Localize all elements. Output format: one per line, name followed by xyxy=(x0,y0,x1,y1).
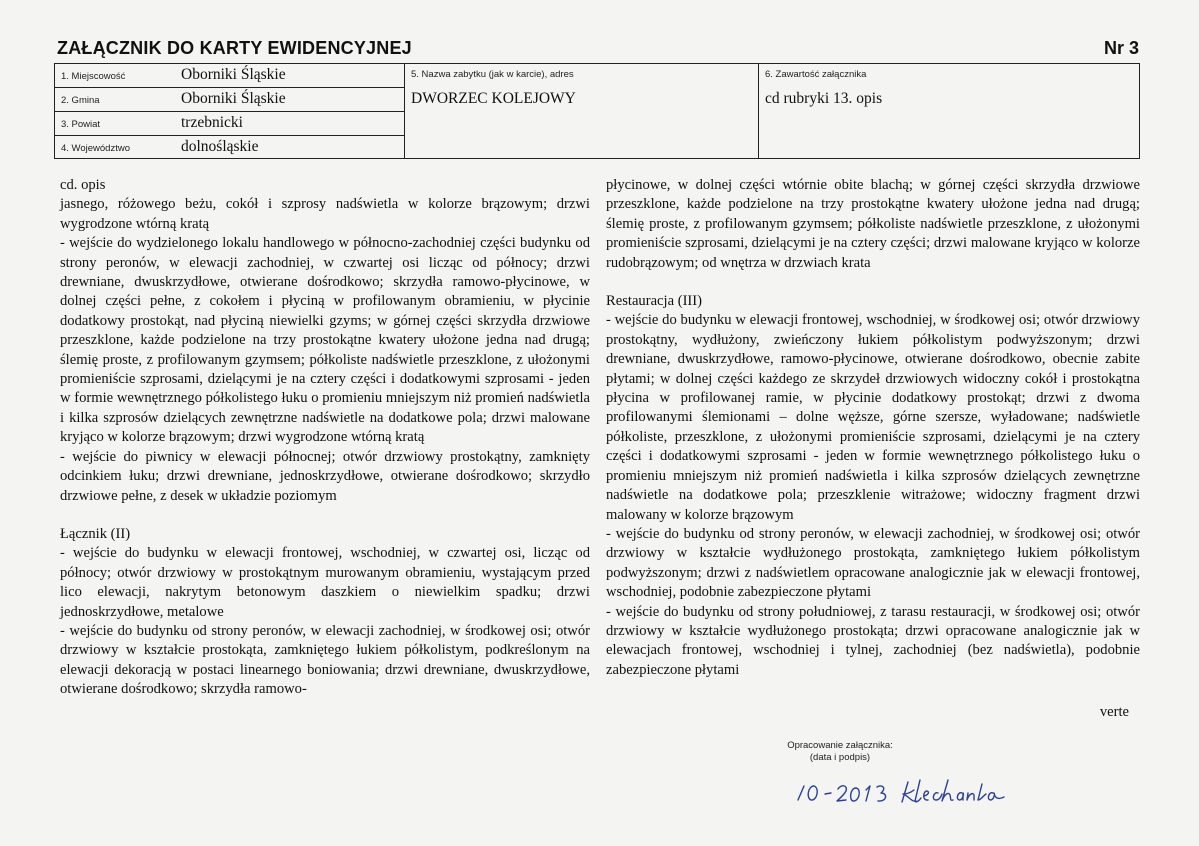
paragraph: - wejście do budynku od strony peronów, w elewacji zachodniej, w środkowej osi; otwór drzwiowy w kształcie prostokąta, zamkniętego łukiem półkolistym, podkreślonym na elewacji dekoracją w postaci linearnego boniowania; drzwi drewniane, dwuskrzydłowe, otwierane dośrodkowo; skrzydła ramowo- xyxy=(60,622,590,698)
paragraph: - wejście do budynku w elewacji frontowej, wschodniej, w środkowej osi; otwór drzwiowy prostokątny, wydłużony, zwieńczony łukiem półkolistym podwyższonym; drzwi drewniane, dwuskrzydłowe, ramowo-płycinowe, otwierane dośrodkowo, obecnie zabite płytami; w dolnej części każdego ze skrzydeł drzwiowych widoczny cokół i prostokątna płycina w profilowanej ramie, w płycinie dodatkowy prostokąt; drzwi z dwoma profilowanymi ślemionami – dolne węższe, górne szersze, wyładowane; nadświetle półkoliste, przeszklone, z ułożonymi promieniście szprosami, dzielącymi je na cztery części i dodatkowymi szprosami - jeden w formie wewnętrznego półkolistego łuku o promieniu mniejszym niż promień nadświetla i kilka szprosów dzielących zewnętrzne nadświetle na dodatkowe pola; przeszklenie witrażowe; widoczny fragment drzwi malowany w kolorze brązowym xyxy=(606,312,1140,523)
spacer xyxy=(60,506,590,525)
paragraph: płycinowe, w dolnej części wtórnie obite blachą; w górnej części skrzydła drzwiowe przeszklone, każde podzielone na trzy prostokątne kwatery ułożone jedna nad drugą; ślemię proste, z profilowanym gzymsem; półkoliste nadświetle przeszklone, z ułożonymi promieniście szprosami, dzielącymi je na cztery części; drzwi malowane kryjąco w kolorze rudobrązowym; od wnętrza w drzwiach krata xyxy=(606,177,1140,271)
location-row xyxy=(55,136,404,160)
prepared-label-line2: (data i podpis) xyxy=(809,752,871,763)
location-column xyxy=(55,64,405,158)
field-value: dolnośląskie xyxy=(181,138,259,155)
contents-value: cd rubryki 13. opis xyxy=(765,90,883,107)
prepared-by-label xyxy=(740,740,940,764)
location-row xyxy=(55,88,404,112)
field-label: 1. Miejscowość xyxy=(61,71,126,82)
location-row xyxy=(55,112,404,136)
field-label: 2. Gmina xyxy=(61,95,100,106)
field-value: Oborniki Śląskie xyxy=(181,90,286,107)
attachment-number: Nr 3 xyxy=(1103,38,1139,58)
paragraph: - wejście do wydzielonego lokalu handlowego w północno-zachodniej części budynku od strony peronów, w elewacji zachodniej, w czwartej osi licząc od północy; drzwi drewniane, dwuskrzydłowe, otwierane dośrodkowo; skrzydła ramowo-płycinowe, w dolnej części pełne, z cokołem i płyciną w profilowanym obramieniu, w płycinie dodatkowy prostokąt, nad płyciną niewielki gzyms; w górnej części skrzydła drzwiowe przeszklone, każde podzielone na trzy prostokątne kwatery ułożone jedna nad drugą; ślemię proste, z profilowanym gzymsem; półkoliste nadświetle przeszklone, z ułożonymi promieniście szprosami, dzielącymi je na cztery części i dodatkowymi szprosami - jeden w formie wewnętrznego półkolistego łuku o promieniu mniejszym niż promień nadświetla i kilka szprosów dzielących zewnętrzne nadświetle na dodatkowe pola; drzwi malowane kryjąco w kolorze brązowym; drzwi wygrodzone wtórną kratą xyxy=(60,235,590,446)
verte-note: verte xyxy=(1099,704,1129,720)
paragraph: - wejście do budynku w elewacji frontowej, wschodniej, w czwartej osi, licząc od północy; otwór drzwiowy w prostokątnym murowanym obramieniu, wystającym przed lico elewacji, nakrytym betonowym daszkiem o niewielkim spadku; drzwi jednoskrzydłowe, metalowe xyxy=(60,545,590,620)
paragraph: jasnego, różowego beżu, cokół i szprosy nadświetla w kolorze brązowym; drzwi wygrodzone wtórną kratą xyxy=(60,196,590,232)
paragraph: - wejście do piwnicy w elewacji północnej; otwór drzwiowy prostokątny, zamknięty odcinkiem łuku; drzwi drewniane, jednoskrzydłowe, otwierane dośrodkowo; skrzydło drzwiowe pełne, z desek w układzie poziomym xyxy=(60,448,590,504)
body-right-column xyxy=(606,176,1140,680)
field-label: 3. Powiat xyxy=(61,119,101,130)
field-value: trzebnicki xyxy=(181,114,243,131)
page-title: ZAŁĄCZNIK DO KARTY EWIDENCYJNEJ xyxy=(57,38,412,58)
location-row xyxy=(55,64,404,88)
field-label: 4. Województwo xyxy=(61,143,130,154)
paragraph: - wejście do budynku od strony peronów, w elewacji zachodniej, w środkowej osi; otwór drzwiowy w kształcie wydłużonego prostokąta, zamkniętego łukiem półkolistym podwyższonym; drzwi z nadświetlem opracowane analogicznie jak w elewacji frontowej, wschodniej, podobnie zabezpieczone płytami xyxy=(606,525,1140,601)
monument-label: 5. Nazwa zabytku (jak w karcie), adres xyxy=(411,69,574,80)
monument-value: DWORZEC KOLEJOWY xyxy=(411,90,576,107)
spacer xyxy=(606,273,1140,292)
contents-label: 6. Zawartość załącznika xyxy=(765,69,867,80)
monument-column xyxy=(405,64,759,158)
paragraph: cd. opis xyxy=(60,177,106,193)
contents-column xyxy=(759,64,1139,158)
handwritten-signature xyxy=(790,772,1040,812)
body-left-column xyxy=(60,176,590,700)
section-heading: Łącznik (II) xyxy=(60,525,131,542)
paragraph: - wejście do budynku od strony południowej, z tarasu restauracji, w środkowej osi; otwór drzwiowy w kształcie wydłużonego prostokąta; drzwi opracowane analogicznie jak w elewacjach frontowej, wschodniej i tylnej, zachodniej (bez nadświetla), podobnie zabezpieczone płytami xyxy=(606,603,1140,678)
section-heading: Restauracja (III) xyxy=(606,293,703,310)
prepared-label-line1: Opracowanie załącznika: xyxy=(787,740,893,751)
header-table xyxy=(54,63,1140,159)
field-value: Oborniki Śląskie xyxy=(181,66,286,83)
